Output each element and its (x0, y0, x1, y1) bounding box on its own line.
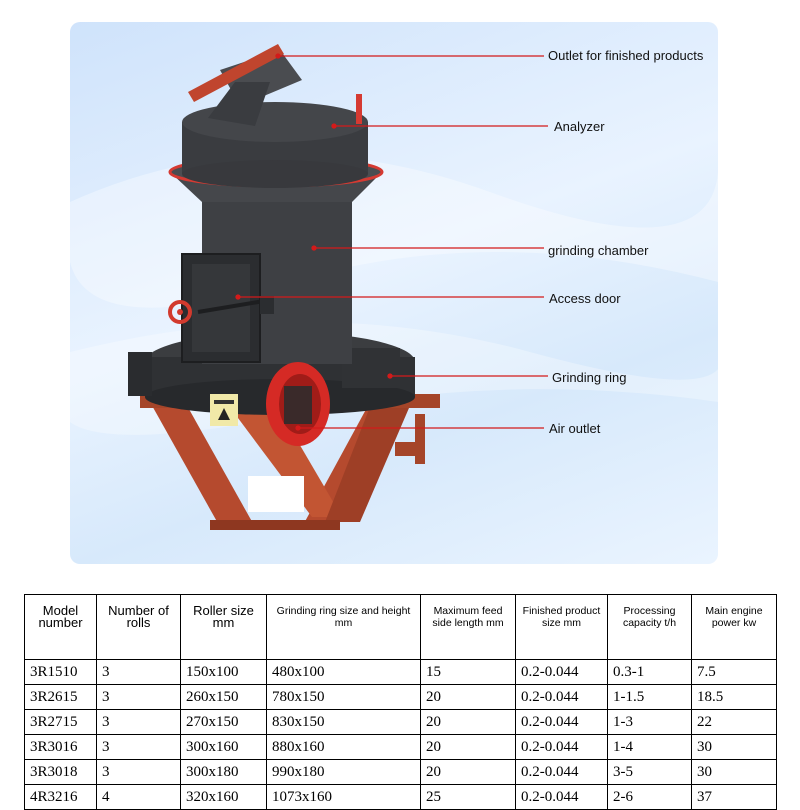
table-cell: 37 (692, 785, 777, 810)
table-cell: 270x150 (181, 710, 267, 735)
table-cell: 22 (692, 710, 777, 735)
table-cell: 480x100 (267, 660, 421, 685)
table-cell: 300x160 (181, 735, 267, 760)
table-cell: 990x180 (267, 760, 421, 785)
specification-table (24, 594, 777, 810)
table-cell: 1-1.5 (608, 685, 692, 710)
table-cell: 30 (692, 735, 777, 760)
table-cell: 2-6 (608, 785, 692, 810)
table-cell: 3R3018 (25, 760, 97, 785)
table-cell: 780x150 (267, 685, 421, 710)
table-row (25, 735, 777, 760)
table-cell: 150x100 (181, 660, 267, 685)
table-cell: 0.2-0.044 (516, 735, 608, 760)
callout-grinding-chamber-label: grinding chamber (548, 243, 649, 258)
table-cell: 1073x160 (267, 785, 421, 810)
table-cell: 320x160 (181, 785, 267, 810)
table-cell: 30 (692, 760, 777, 785)
table-cell: 20 (421, 685, 516, 710)
table-cell: 0.2-0.044 (516, 685, 608, 710)
header-finished-product-size: Finished product size mm (516, 595, 608, 660)
callout-air-outlet-label: Air outlet (549, 421, 601, 436)
table-cell: 25 (421, 785, 516, 810)
table-cell: 20 (421, 735, 516, 760)
table-row (25, 710, 777, 735)
table-cell: 3 (97, 735, 181, 760)
table-cell: 3R3016 (25, 735, 97, 760)
table-cell: 880x160 (267, 735, 421, 760)
table-cell: 0.3-1 (608, 660, 692, 685)
table-cell: 260x150 (181, 685, 267, 710)
table-cell: 15 (421, 660, 516, 685)
table-row (25, 660, 777, 685)
callout-analyzer-label: Analyzer (554, 119, 605, 134)
header-grinding-ring-size: Grinding ring size and height mm (267, 595, 421, 660)
header-roller-size: Roller size mm (181, 595, 267, 660)
blank-patch (248, 476, 304, 512)
table-cell: 830x150 (267, 710, 421, 735)
table-cell: 20 (421, 760, 516, 785)
table-row (25, 685, 777, 710)
table-cell: 3R1510 (25, 660, 97, 685)
table-cell: 3R2715 (25, 710, 97, 735)
table-cell: 3 (97, 760, 181, 785)
table-cell: 1-4 (608, 735, 692, 760)
table-cell: 4R3216 (25, 785, 97, 810)
table-cell: 1-3 (608, 710, 692, 735)
header-max-feed: Maximum feed side length mm (421, 595, 516, 660)
header-processing-capacity: Processing capacity t/h (608, 595, 692, 660)
callout-grinding-ring-label: Grinding ring (552, 370, 627, 385)
header-main-engine-power: Main engine power kw (692, 595, 777, 660)
table-cell: 7.5 (692, 660, 777, 685)
header-number-of-rolls: Number of rolls (97, 595, 181, 660)
table-cell: 0.2-0.044 (516, 710, 608, 735)
table-header-row (25, 595, 777, 660)
table-row (25, 785, 777, 810)
table-cell: 3 (97, 685, 181, 710)
table-cell: 3-5 (608, 760, 692, 785)
table-cell: 18.5 (692, 685, 777, 710)
callout-access-door-label: Access door (549, 291, 621, 306)
table-cell: 3 (97, 710, 181, 735)
table-cell: 0.2-0.044 (516, 660, 608, 685)
table-cell: 0.2-0.044 (516, 760, 608, 785)
table-cell: 3R2615 (25, 685, 97, 710)
table-cell: 20 (421, 710, 516, 735)
callout-outlet-label: Outlet for finished products (548, 48, 704, 63)
table-cell: 300x180 (181, 760, 267, 785)
table-row (25, 760, 777, 785)
table-cell: 4 (97, 785, 181, 810)
table-cell: 3 (97, 660, 181, 685)
table-cell: 0.2-0.044 (516, 785, 608, 810)
header-model-number: Model number (25, 595, 97, 660)
